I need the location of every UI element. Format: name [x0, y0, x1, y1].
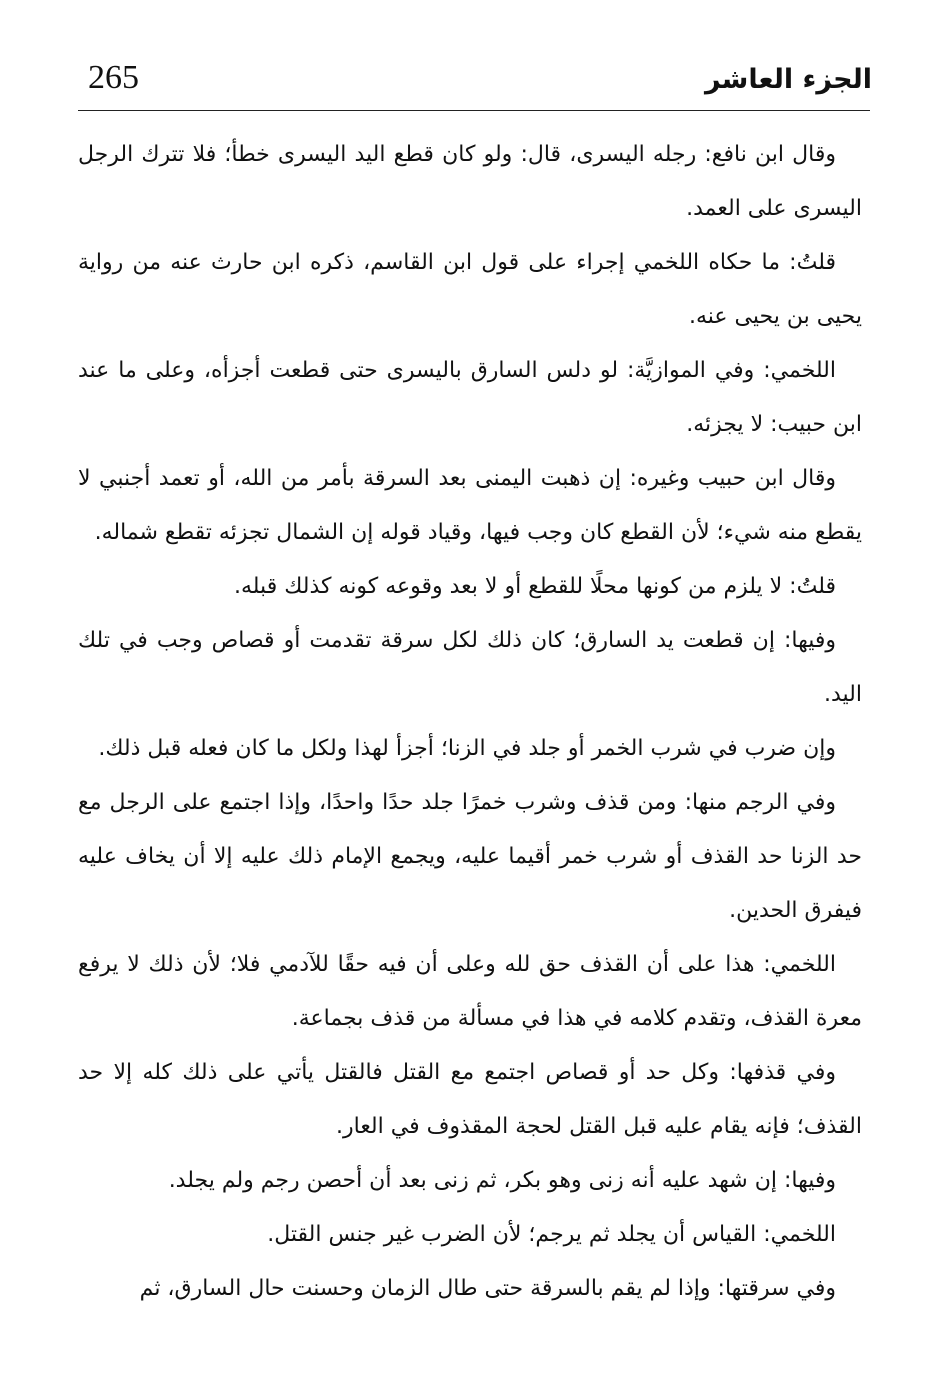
- paragraph: قلتُ: لا يلزم من كونها محلًا للقطع أو لا بعد وقوعه كونه كذلك قبله.: [233, 574, 836, 599]
- paragraph: وقال ابن حبيب وغيره: إن ذهبت اليمنى بعد السرقة بأمر من الله، أو تعمد أجنبي لا يقطع منه شيء؛ لأن القطع كان وجب فيها، وقياد قوله إن الشمال تجزئه تقطع شماله.: [78, 466, 862, 545]
- paragraph: قلتُ: ما حكاه اللخمي إجراء على قول ابن القاسم، ذكره ابن حارث عنه من رواية يحيى بن يحيى عنه.: [78, 250, 862, 329]
- paragraph: وفي الرجم منها: ومن قذف وشرب خمرًا جلد حدًا واحدًا، وإذا اجتمع على الرجل مع حد الزنا حد القذف أو شرب خمر أقيما عليه، ويجمع الإمام ذلك عليه إلا أن يخاف عليه فيفرق الحدين.: [78, 790, 862, 923]
- header-divider: [78, 110, 870, 111]
- paragraph: وفي قذفها: وكل حد أو قصاص اجتمع مع القتل فالقتل يأتي على ذلك كله إلا حد القذف؛ فإنه يقام عليه قبل القتل لحجة المقذوف في العار.: [78, 1060, 862, 1139]
- paragraph: وفيها: إن شهد عليه أنه زنى وهو بكر، ثم زنى بعد أن أحصن رجم ولم يجلد.: [168, 1168, 836, 1193]
- paragraph: وإن ضرب في شرب الخمر أو جلد في الزنا؛ أجزأ لهذا ولكل ما كان فعله قبل ذلك.: [98, 736, 836, 761]
- page-header: [78, 52, 872, 104]
- paragraph: وفيها: إن قطعت يد السارق؛ كان ذلك لكل سرقة تقدمت أو قصاص وجب في تلك اليد.: [78, 628, 862, 707]
- paragraph: اللخمي: وفي الموازيَّة: لو دلس السارق باليسرى حتى قطعت أجزأه، وعلى ما عند ابن حبيب: لا يجزئه.: [78, 358, 862, 437]
- paragraph: وفي سرقتها: وإذا لم يقم بالسرقة حتى طال الزمان وحسنت حال السارق، ثم: [139, 1276, 836, 1301]
- running-title: الجزء العاشر: [705, 64, 872, 95]
- paragraph: اللخمي: هذا على أن القذف حق لله وعلى أن فيه حقًا للآدمي فلا؛ لأن ذلك لا يرفع معرة القذف، وتقدم كلامه في هذا في مسألة من قذف بجماعة.: [78, 952, 862, 1031]
- body-text: [78, 128, 862, 1316]
- paragraph: اللخمي: القياس أن يجلد ثم يرجم؛ لأن الضرب غير جنس القتل.: [267, 1222, 836, 1247]
- page-number: 265: [88, 59, 139, 96]
- paragraph: وقال ابن نافع: رجله اليسرى، قال: ولو كان قطع اليد اليسرى خطأ؛ فلا تترك الرجل اليسرى على العمد.: [78, 142, 862, 221]
